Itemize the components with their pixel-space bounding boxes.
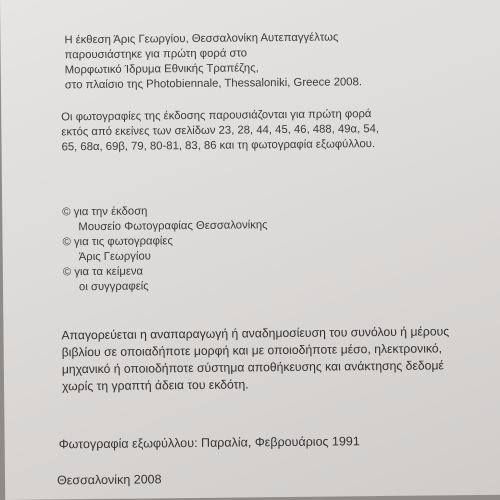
copyright-photos-label: © για τις φωτογραφίες (62, 235, 173, 249)
copyright-edition-holder: Μουσείο Φωτογραφίας Θεσσαλονίκης (78, 219, 268, 234)
exhibition-line: στο πλαίσιο της Photobiennale, Thessaloniki, Greece 2008. (64, 76, 363, 92)
first-time-line: 65, 68α, 69β, 79, 80-81, 83, 86 και τη φωτογραφία εξωφύλλου. (61, 138, 376, 154)
copyright-texts-label: © για τα κείμενα (62, 265, 144, 279)
copyright-photos-holder: Άρις Γεωργίου (78, 250, 151, 264)
first-time-line: Οι φωτογραφίες της έκδοσης παρουσιάζονται για πρώτη φορά (61, 108, 372, 124)
cover-photo-credit: Φωτογραφία εξωφύλλου: Παραλία, Φεβρουάριος 1991 (58, 434, 360, 452)
copyright-texts-holder: οι συγγραφείς (78, 280, 149, 294)
warning-line: Απαγορεύεται η αναπαραγωγή ή αναδημοσίευση του συνόλου ή μέρους (61, 324, 450, 343)
warning-line: χωρίς τη γραπτή άδεια του εκδότη. (61, 377, 249, 394)
warning-line: βιβλίου σε οποιαδήποτε μορφή και με οποιοδήποτε μέσο, ηλεκτρονικό, (61, 341, 443, 360)
place-year: Θεσσαλονίκη 2008 (56, 472, 162, 488)
exhibition-line: Η έκθεση Άρις Γεωργίου, Θεσσαλονίκη Αυτεπαγγέλτως (64, 31, 339, 47)
exhibition-line: παρουσιάστηκε για πρώτη φορά στο (64, 47, 248, 62)
exhibition-line: Μορφωτικό Ίδρυμα Εθνικής Τραπέζης, (64, 62, 259, 77)
first-time-line: εκτός από εκείνες των σελίδων 23, 28, 44, 45, 46, 488, 49α, 54, (61, 123, 380, 139)
copyright-edition-label: © για την έκδοση (62, 205, 148, 219)
warning-line: μηχανικό ή οποιοδήποτε σύστημα αποθήκευσης και ανάκτησης δεδομέ (61, 358, 444, 377)
